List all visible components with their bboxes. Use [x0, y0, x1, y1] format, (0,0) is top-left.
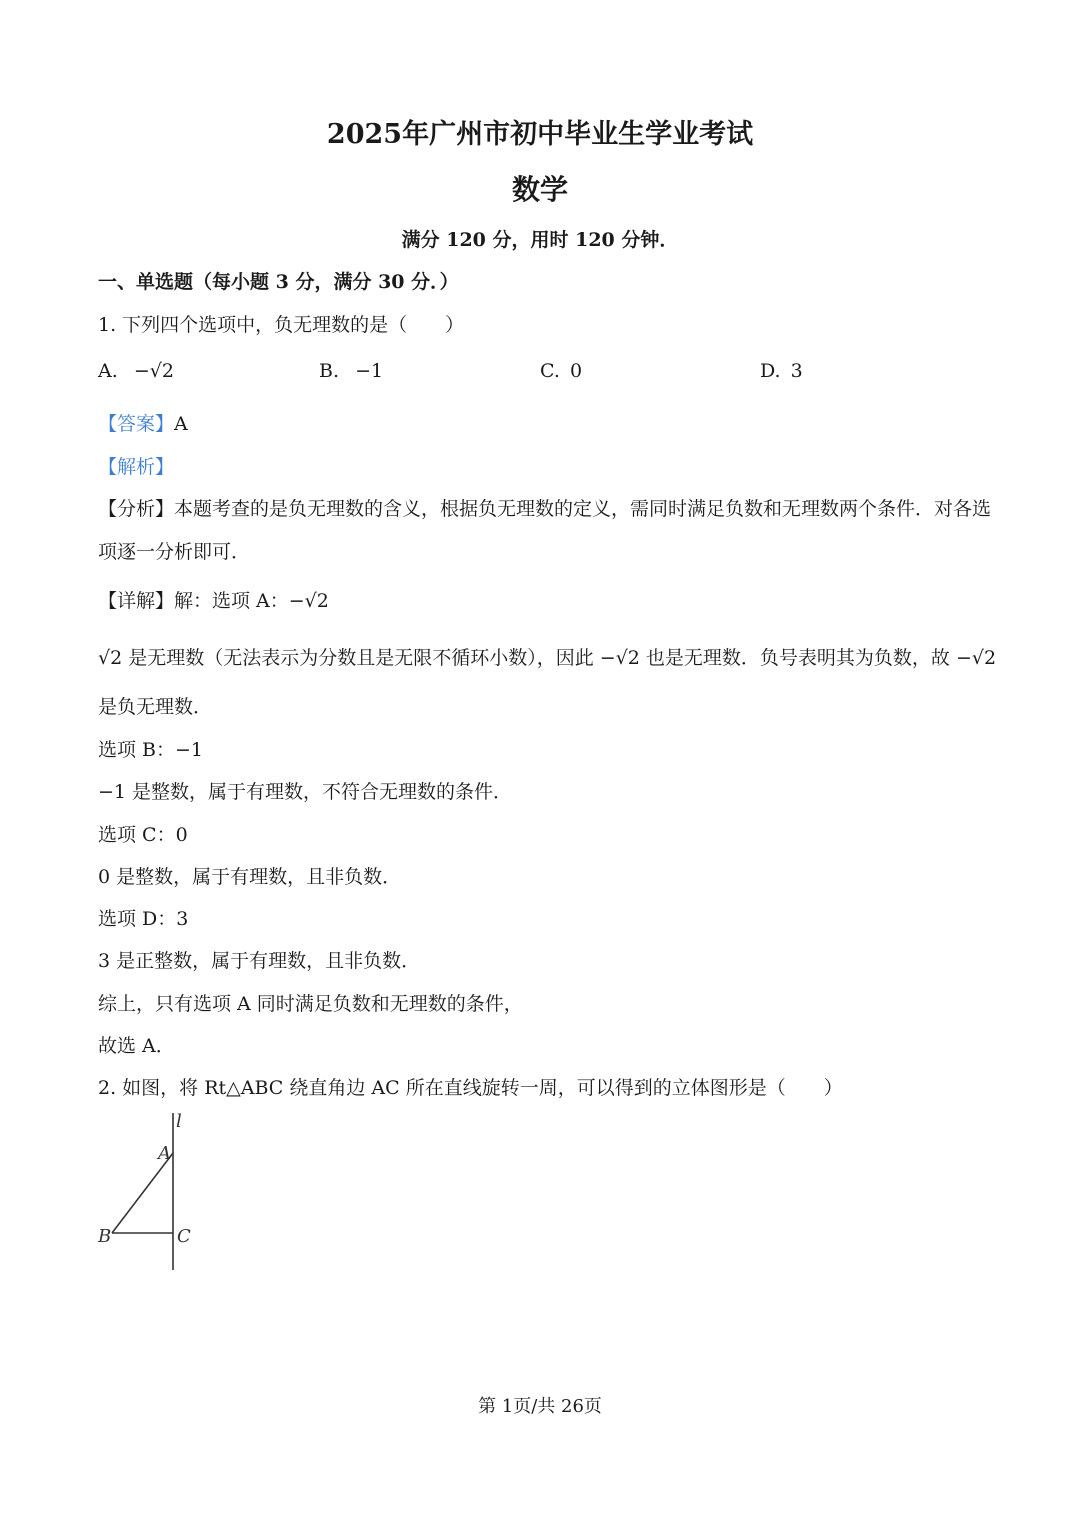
- detail-line-3: 是负无理数．: [98, 696, 213, 718]
- section-heading: 一、单选题（每小题 3 分，满分 30 分．）: [98, 271, 459, 293]
- detail-line-1: 【详解】解：选项 A：−√2: [98, 590, 329, 612]
- q1-option-a-value: −√2: [133, 360, 174, 382]
- q1-option-d: [760, 360, 803, 382]
- q1-option-c-value: 0: [569, 360, 583, 382]
- detail-line-10: 综上，只有选项 A 同时满足负数和无理数的条件，: [98, 993, 523, 1015]
- analysis-line-1: 【分析】本题考查的是负无理数的含义，根据负无理数的定义，需同时满足负数和无理数两个条件．对各选: [98, 498, 992, 520]
- analysis-tag: 【解析】: [98, 456, 175, 478]
- q1-option-b-value: −1: [355, 360, 384, 382]
- hypotenuse-ab: [112, 1153, 173, 1233]
- exam-meta: 满分 120 分，用时 120 分钟．: [401, 229, 679, 251]
- detail-line-5: −1 是整数，属于有理数，不符合无理数的条件．: [98, 781, 513, 803]
- detail-line-2: √2 是无理数（无法表示为分数且是无限不循环小数），因此 −√2 也是无理数．负号表明其为负数，故 −√2: [98, 647, 997, 669]
- detail-line-8: 选项 D：3: [98, 908, 189, 930]
- label-b: B: [98, 1226, 112, 1247]
- detail-line-11: 故选 A．: [98, 1035, 175, 1057]
- exam-subject: 数学: [511, 173, 568, 206]
- q1-option-d-label: D.: [760, 360, 781, 382]
- detail-line-6: 选项 C：0: [98, 824, 188, 846]
- q1-option-a: [98, 360, 174, 382]
- question-2-stem: 2. 如图，将 Rt△ABC 绕直角边 AC 所在直线旋转一周，可以得到的立体图形是（ ）: [98, 1077, 843, 1099]
- label-c: C: [177, 1226, 191, 1247]
- q1-option-d-value: 3: [790, 360, 803, 382]
- answer-tag: 【答案】: [98, 413, 175, 435]
- question-1-stem: 1. 下列四个选项中，负无理数的是（ ）: [98, 314, 465, 336]
- exam-title: 2025年广州市初中毕业生学业考试: [326, 119, 754, 150]
- q1-option-c: [540, 360, 582, 382]
- label-l: l: [176, 1111, 182, 1132]
- q1-option-c-label: C.: [540, 360, 560, 382]
- q1-option-b: [319, 360, 383, 382]
- label-a: A: [158, 1143, 171, 1164]
- page-footer: 第 1页/共 26页: [478, 1396, 602, 1417]
- analysis-line-2: 项逐一分析即可．: [98, 541, 251, 563]
- detail-line-4: 选项 B：−1: [98, 739, 204, 761]
- q1-option-a-label: A.: [98, 360, 118, 382]
- answer-value: A: [174, 413, 188, 435]
- detail-line-9: 3 是正整数，属于有理数，且非负数．: [98, 950, 421, 972]
- detail-line-7: 0 是整数，属于有理数，且非负数．: [98, 866, 402, 888]
- q1-answer: [98, 409, 188, 436]
- q1-option-b-label: B.: [319, 360, 340, 382]
- triangle-figure: [90, 1105, 210, 1280]
